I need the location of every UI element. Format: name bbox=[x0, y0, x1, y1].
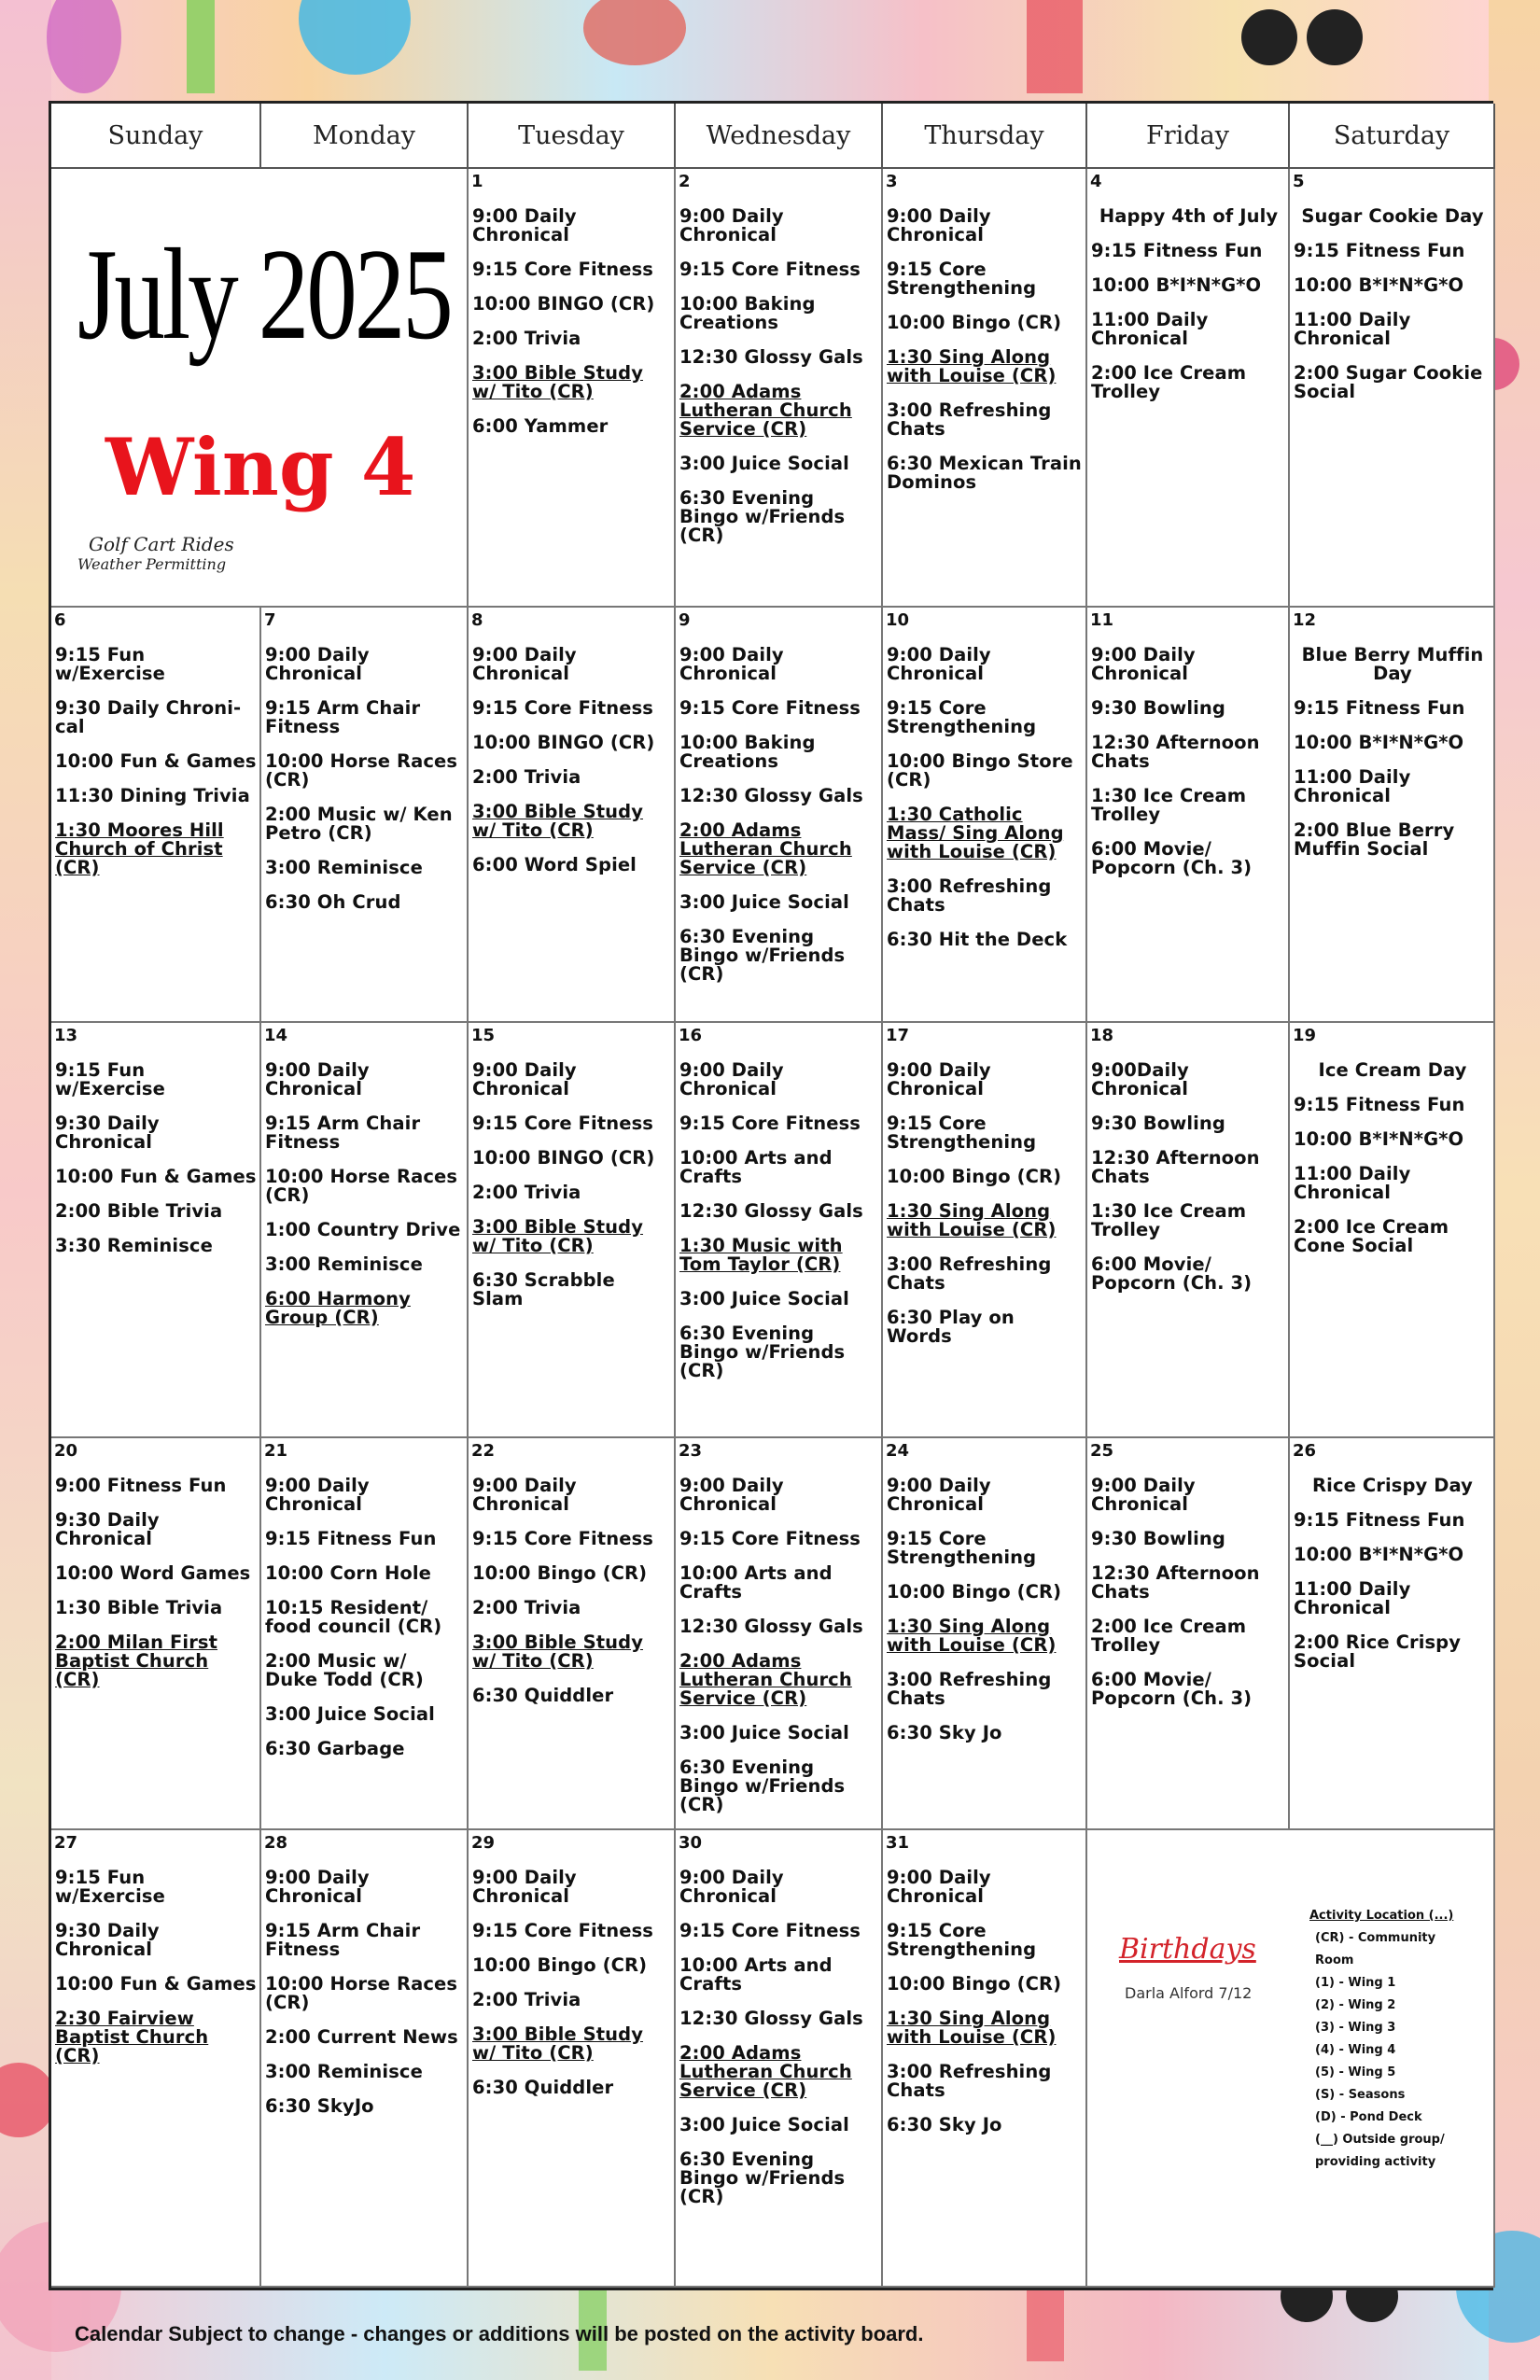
birthday-entry: Darla Alford 7/12 bbox=[1125, 1984, 1253, 2002]
event-item: 9:15 Fitness Fun bbox=[1294, 1094, 1465, 1115]
event-item: 3:00 Juice Social bbox=[679, 2114, 849, 2135]
event-item: 6:30 Evening Bingo w/Friends (CR) bbox=[679, 2149, 846, 2207]
event-item: 9:00 Daily Chronical bbox=[679, 1475, 784, 1515]
event-item: 1:30 Sing Along with Louise (CR) bbox=[887, 1200, 1057, 1240]
event-item: 2:00 Bible Trivia bbox=[55, 1200, 223, 1222]
event-item: 9:00 Daily Chronical bbox=[679, 644, 784, 684]
legend-item: (1) - Wing 1 bbox=[1315, 1976, 1396, 1990]
day-cell bbox=[883, 1830, 1087, 2288]
event-item: 10:00 Bingo (CR) bbox=[887, 1973, 1062, 1995]
date-number: 20 bbox=[54, 1441, 78, 1461]
event-item: 10:00 Corn Hole bbox=[265, 1562, 431, 1584]
event-item: 2:00 Trivia bbox=[472, 1597, 581, 1618]
event-item: 3:00 Juice Social bbox=[679, 1722, 849, 1743]
event-item: 3:00 Reminisce bbox=[265, 1253, 423, 1275]
event-item: 2:00 Sugar Cookie Social bbox=[1294, 362, 1483, 402]
event-item: 9:30 Bowling bbox=[1091, 1113, 1225, 1134]
event-item: 10:00 B*I*N*G*O bbox=[1294, 1544, 1464, 1565]
date-number: 7 bbox=[264, 610, 276, 630]
event-item: 9:00Daily Chronical bbox=[1091, 1059, 1189, 1099]
date-number: 2 bbox=[679, 172, 691, 191]
event-item: 6:30 Mexican Train Dominos bbox=[887, 453, 1082, 493]
event-item: 11:00 Daily Chronical bbox=[1294, 766, 1411, 806]
day-cell bbox=[51, 1830, 261, 2288]
date-number: 25 bbox=[1090, 1441, 1114, 1461]
event-item: 9:30 Bowling bbox=[1091, 697, 1225, 719]
event-item: 9:15 Core Fitness bbox=[472, 697, 653, 719]
event-item: 9:15 Core Fitness bbox=[472, 259, 653, 280]
legend-item: (3) - Wing 3 bbox=[1315, 2021, 1396, 2035]
event-item: 6:30 Play on Words bbox=[887, 1307, 1015, 1347]
legend-title: Activity Location (...) bbox=[1309, 1909, 1454, 1923]
legend-item: (S) - Seasons bbox=[1315, 2088, 1406, 2102]
event-item: 9:00 Daily Chronical bbox=[679, 1867, 784, 1907]
month-title-block bbox=[51, 169, 469, 608]
day-cell bbox=[261, 608, 469, 1023]
event-item: 11:00 Daily Chronical bbox=[1294, 1163, 1411, 1203]
event-item: 10:00 Bingo (CR) bbox=[887, 312, 1062, 333]
date-number: 8 bbox=[471, 610, 483, 630]
event-item: 6:30 Oh Crud bbox=[265, 891, 401, 913]
event-item: 6:30 SkyJo bbox=[265, 2095, 374, 2117]
event-item: 1:30 Sing Along with Louise (CR) bbox=[887, 2008, 1057, 2048]
date-number: 12 bbox=[1293, 610, 1317, 630]
event-item: 6:00 Movie/ Popcorn (Ch. 3) bbox=[1091, 838, 1253, 878]
date-number: 28 bbox=[264, 1833, 288, 1853]
event-item: 10:00 B*I*N*G*O bbox=[1091, 274, 1262, 296]
event-item: 1:30 Sing Along with Louise (CR) bbox=[887, 346, 1057, 386]
event-item: 9:15 Core Fitness bbox=[472, 1528, 653, 1549]
event-item: Sugar Cookie Day bbox=[1301, 205, 1484, 227]
event-item: 9:15 Core Fitness bbox=[472, 1113, 653, 1134]
event-item: 2:00 Music w/ Ken Petro (CR) bbox=[265, 804, 453, 844]
event-item: 6:30 Evening Bingo w/Friends (CR) bbox=[679, 926, 846, 985]
day-header-tuesday: Tuesday bbox=[469, 104, 676, 169]
event-item: 9:00 Daily Chronical bbox=[887, 1475, 991, 1515]
day-cell bbox=[469, 1830, 676, 2288]
event-item: 3:00 Juice Social bbox=[679, 1288, 849, 1309]
event-item: Rice Crispy Day bbox=[1312, 1475, 1473, 1496]
event-item: 6:30 Hit the Deck bbox=[887, 929, 1068, 950]
event-item: 3:00 Reminisce bbox=[265, 857, 423, 878]
date-number: 4 bbox=[1090, 172, 1102, 191]
event-item: 2:00 Adams Lutheran Church Service (CR) bbox=[679, 1650, 852, 1709]
event-item: 9:15 Core Fitness bbox=[679, 697, 861, 719]
event-item: 3:00 Bible Study w/ Tito (CR) bbox=[472, 2023, 644, 2064]
event-item: 9:15 Core Strengthening bbox=[887, 259, 1037, 299]
date-number: 19 bbox=[1293, 1026, 1317, 1045]
date-number: 16 bbox=[679, 1026, 703, 1045]
event-item: 9:00 Daily Chronical bbox=[1091, 1475, 1196, 1515]
event-item: 6:00 Movie/ Popcorn (Ch. 3) bbox=[1091, 1253, 1253, 1294]
event-item: 9:15 Arm Chair Fitness bbox=[265, 697, 421, 737]
day-cell bbox=[1290, 169, 1495, 608]
event-item: 12:30 Glossy Gals bbox=[679, 1200, 863, 1222]
event-item: 9:15 Fitness Fun bbox=[1294, 1509, 1465, 1531]
event-item: 11:30 Dining Trivia bbox=[55, 785, 250, 806]
day-cell bbox=[469, 608, 676, 1023]
day-cell bbox=[51, 1438, 261, 1830]
day-cell bbox=[51, 608, 261, 1023]
event-item: 6:30 Sky Jo bbox=[887, 2114, 1002, 2135]
event-item: 9:00 Daily Chronical bbox=[679, 1059, 784, 1099]
wing-title: Wing 4 bbox=[105, 421, 416, 513]
day-header-thursday: Thursday bbox=[883, 104, 1087, 169]
day-cell bbox=[1087, 1438, 1290, 1830]
event-item: 9:15 Arm Chair Fitness bbox=[265, 1113, 421, 1153]
day-cell bbox=[1087, 608, 1290, 1023]
event-item: 12:30 Glossy Gals bbox=[679, 2008, 863, 2029]
event-item: 2:00 Ice Cream Trolley bbox=[1091, 1616, 1247, 1656]
event-item: 10:00 Bingo (CR) bbox=[472, 1562, 648, 1584]
event-item: 10:00 Fun & Games bbox=[55, 750, 257, 772]
event-item: 9:15 Core Fitness bbox=[472, 1920, 653, 1941]
event-item: 3:00 Bible Study w/ Tito (CR) bbox=[472, 362, 644, 402]
event-item: 3:00 Juice Social bbox=[679, 891, 849, 913]
event-item: 1:30 Music with Tom Taylor (CR) bbox=[679, 1235, 843, 1275]
day-header-wednesday: Wednesday bbox=[676, 104, 883, 169]
event-item: 9:15 Core Fitness bbox=[679, 259, 861, 280]
event-item: 3:00 Refreshing Chats bbox=[887, 1669, 1052, 1709]
day-cell bbox=[469, 169, 676, 608]
event-item: 6:30 Quiddler bbox=[472, 2077, 614, 2098]
calendar-grid bbox=[49, 101, 1493, 2290]
event-item: 9:00 Daily Chronical bbox=[265, 1867, 370, 1907]
legend-item: (4) - Wing 4 bbox=[1315, 2043, 1396, 2057]
event-item: 12:30 Glossy Gals bbox=[679, 1616, 863, 1637]
event-item: 10:00 Arts and Crafts bbox=[679, 1147, 833, 1187]
date-number: 13 bbox=[54, 1026, 78, 1045]
event-item: 12:30 Afternoon Chats bbox=[1091, 732, 1260, 772]
day-cell bbox=[1290, 1438, 1495, 1830]
event-item: 3:00 Reminisce bbox=[265, 2061, 423, 2082]
event-item: 9:00 Daily Chronical bbox=[265, 644, 370, 684]
day-cell bbox=[261, 1830, 469, 2288]
event-item: 9:30 Bowling bbox=[1091, 1528, 1225, 1549]
event-item: 9:15 Fitness Fun bbox=[1091, 240, 1263, 261]
event-item: 6:30 Evening Bingo w/Friends (CR) bbox=[679, 1323, 846, 1381]
event-item: 9:00 Fitness Fun bbox=[55, 1475, 227, 1496]
event-item: 9:15 Core Strengthening bbox=[887, 697, 1037, 737]
event-item: 2:00 Music w/ Duke Todd (CR) bbox=[265, 1650, 424, 1690]
event-item: 9:00 Daily Chronical bbox=[887, 644, 991, 684]
date-number: 29 bbox=[471, 1833, 496, 1853]
event-item: 10:00 Word Games bbox=[55, 1562, 251, 1584]
day-header-monday: Monday bbox=[261, 104, 469, 169]
event-item: 3:30 Reminisce bbox=[55, 1235, 213, 1256]
event-item: 9:00 Daily Chronical bbox=[472, 1475, 577, 1515]
date-number: 14 bbox=[264, 1026, 288, 1045]
event-item: 1:30 Catholic Mass/ Sing Along with Louise (CR) bbox=[887, 804, 1064, 862]
day-header-friday: Friday bbox=[1087, 104, 1290, 169]
date-number: 24 bbox=[886, 1441, 910, 1461]
event-item: 2:00 Ice Cream Cone Social bbox=[1294, 1216, 1449, 1256]
event-item: 2:00 Milan First Baptist Church (CR) bbox=[55, 1631, 218, 1690]
event-item: 9:00 Daily Chronical bbox=[265, 1059, 370, 1099]
event-item: 9:15 Core Strengthening bbox=[887, 1920, 1037, 1960]
event-item: 2:00 Trivia bbox=[472, 1989, 581, 2010]
event-item: 11:00 Daily Chronical bbox=[1294, 309, 1411, 349]
event-item: 9:15 Arm Chair Fitness bbox=[265, 1920, 421, 1960]
day-cell bbox=[883, 1023, 1087, 1438]
legend-item: providing activity bbox=[1315, 2155, 1436, 2169]
legend-item: (2) - Wing 2 bbox=[1315, 1998, 1396, 2012]
day-cell bbox=[469, 1023, 676, 1438]
legend-item: (__) Outside group/ bbox=[1315, 2133, 1445, 2147]
event-item: 9:00 Daily Chronical bbox=[887, 1059, 991, 1099]
day-cell bbox=[1290, 608, 1495, 1023]
event-item: 2:00 Trivia bbox=[472, 1182, 581, 1203]
day-cell bbox=[676, 1438, 883, 1830]
event-item: 11:00 Daily Chronical bbox=[1091, 309, 1209, 349]
legend-item: (CR) - Community bbox=[1315, 1931, 1436, 1945]
day-cell bbox=[261, 1438, 469, 1830]
event-item: 2:30 Fairview Baptist Church (CR) bbox=[55, 2008, 209, 2066]
date-number: 26 bbox=[1293, 1441, 1317, 1461]
event-item: 1:30 Moores Hill Church of Christ (CR) bbox=[55, 819, 224, 878]
event-item: 10:00 Arts and Crafts bbox=[679, 1562, 833, 1603]
event-item: 10:00 Bingo (CR) bbox=[887, 1166, 1062, 1187]
day-cell bbox=[676, 169, 883, 608]
event-item: 2:00 Trivia bbox=[472, 766, 581, 788]
event-item: 2:00 Trivia bbox=[472, 328, 581, 349]
event-item: 10:00 Baking Creations bbox=[679, 293, 816, 333]
date-number: 3 bbox=[886, 172, 898, 191]
birthdays-title: Birthdays bbox=[1119, 1933, 1256, 1966]
event-item: 9:15 Core Fitness bbox=[679, 1528, 861, 1549]
date-number: 9 bbox=[679, 610, 691, 630]
event-item: 1:00 Country Drive bbox=[265, 1219, 461, 1240]
date-number: 5 bbox=[1293, 172, 1305, 191]
event-item: Ice Cream Day bbox=[1318, 1059, 1467, 1081]
event-item: 10:00 Horse Races (CR) bbox=[265, 1973, 458, 2013]
event-item: 9:00 Daily Chronical bbox=[679, 205, 784, 245]
event-item: 3:00 Refreshing Chats bbox=[887, 1253, 1052, 1294]
event-item: 10:00 B*I*N*G*O bbox=[1294, 732, 1464, 753]
date-number: 23 bbox=[679, 1441, 703, 1461]
date-number: 15 bbox=[471, 1026, 496, 1045]
event-item: 10:00 Bingo (CR) bbox=[887, 1581, 1062, 1603]
event-item: 10:00 Horse Races (CR) bbox=[265, 1166, 458, 1206]
event-item: 6:30 Quiddler bbox=[472, 1685, 614, 1706]
month-title: July 2025 bbox=[77, 222, 451, 367]
day-cell bbox=[51, 1023, 261, 1438]
event-item: 10:00 BINGO (CR) bbox=[472, 732, 655, 753]
event-item: 10:00 Arts and Crafts bbox=[679, 1954, 833, 1995]
day-cell bbox=[676, 1830, 883, 2288]
date-number: 6 bbox=[54, 610, 66, 630]
day-cell bbox=[883, 169, 1087, 608]
weather-note: Weather Permitting bbox=[77, 555, 227, 573]
event-item: 3:00 Juice Social bbox=[679, 453, 849, 474]
day-cell bbox=[1087, 1023, 1290, 1438]
event-item: 9:15 Core Fitness bbox=[679, 1920, 861, 1941]
event-item: 10:15 Resident/ food council (CR) bbox=[265, 1597, 442, 1637]
event-item: 2:00 Rice Crispy Social bbox=[1294, 1631, 1462, 1672]
date-number: 21 bbox=[264, 1441, 288, 1461]
legend-item: (D) - Pond Deck bbox=[1315, 2110, 1422, 2124]
day-cell bbox=[469, 1438, 676, 1830]
event-item: 9:30 Daily Chronical bbox=[55, 1113, 160, 1153]
event-item: 1:30 Sing Along with Louise (CR) bbox=[887, 1616, 1057, 1656]
event-item: 12:30 Afternoon Chats bbox=[1091, 1562, 1260, 1603]
event-item: 11:00 Daily Chronical bbox=[1294, 1578, 1411, 1618]
event-item: 3:00 Bible Study w/ Tito (CR) bbox=[472, 1216, 644, 1256]
day-cell bbox=[676, 1023, 883, 1438]
day-cell bbox=[883, 1438, 1087, 1830]
event-item: Blue Berry Muffin Day bbox=[1301, 644, 1484, 684]
date-number: 27 bbox=[54, 1833, 78, 1853]
date-number: 17 bbox=[886, 1026, 910, 1045]
event-item: 3:00 Bible Study w/ Tito (CR) bbox=[472, 801, 644, 841]
event-item: 3:00 Juice Social bbox=[265, 1703, 435, 1725]
event-item: 6:00 Harmony Group (CR) bbox=[265, 1288, 411, 1328]
event-item: 6:00 Yammer bbox=[472, 415, 609, 437]
event-item: 6:00 Movie/ Popcorn (Ch. 3) bbox=[1091, 1669, 1253, 1709]
event-item: 3:00 Refreshing Chats bbox=[887, 2061, 1052, 2101]
event-item: 9:00 Daily Chronical bbox=[472, 1059, 577, 1099]
day-cell bbox=[676, 608, 883, 1023]
date-number: 11 bbox=[1090, 610, 1114, 630]
day-header-sunday: Sunday bbox=[51, 104, 261, 169]
event-item: 9:15 Fitness Fun bbox=[265, 1528, 437, 1549]
event-item: 10:00 Baking Creations bbox=[679, 732, 816, 772]
event-item: 1:30 Bible Trivia bbox=[55, 1597, 223, 1618]
event-item: 10:00 Bingo (CR) bbox=[472, 1954, 648, 1976]
event-item: 10:00 B*I*N*G*O bbox=[1294, 1128, 1464, 1150]
event-item: 9:15 Fitness Fun bbox=[1294, 240, 1465, 261]
event-item: 10:00 BINGO (CR) bbox=[472, 1147, 655, 1169]
date-number: 30 bbox=[679, 1833, 703, 1853]
event-item: 9:00 Daily Chronical bbox=[472, 205, 577, 245]
legend-item: (5) - Wing 5 bbox=[1315, 2065, 1396, 2079]
event-item: 6:30 Scrabble Slam bbox=[472, 1269, 615, 1309]
event-item: 10:00 Fun & Games bbox=[55, 1166, 257, 1187]
event-item: 9:00 Daily Chronical bbox=[265, 1475, 370, 1515]
event-item: 12:30 Afternoon Chats bbox=[1091, 1147, 1260, 1187]
event-item: 9:30 Daily Chroni-cal bbox=[55, 697, 242, 737]
event-item: 9:00 Daily Chronical bbox=[472, 644, 577, 684]
event-item: 10:00 Fun & Games bbox=[55, 1973, 257, 1995]
event-item: 1:30 Ice Cream Trolley bbox=[1091, 785, 1247, 825]
event-item: 9:30 Daily Chronical bbox=[55, 1509, 160, 1549]
golf-cart-note: Golf Cart Rides bbox=[89, 533, 234, 555]
event-item: 9:15 Fitness Fun bbox=[1294, 697, 1465, 719]
event-item: 10:00 Bingo Store (CR) bbox=[887, 750, 1073, 791]
event-item: 3:00 Refreshing Chats bbox=[887, 875, 1052, 916]
date-number: 1 bbox=[471, 172, 483, 191]
event-item: 2:00 Current News bbox=[265, 2026, 458, 2048]
event-item: 6:30 Sky Jo bbox=[887, 1722, 1002, 1743]
event-item: 9:15 Core Strengthening bbox=[887, 1528, 1037, 1568]
event-item: 1:30 Ice Cream Trolley bbox=[1091, 1200, 1247, 1240]
day-cell bbox=[883, 608, 1087, 1023]
event-item: 9:00 Daily Chronical bbox=[472, 1867, 577, 1907]
event-item: 3:00 Bible Study w/ Tito (CR) bbox=[472, 1631, 644, 1672]
event-item: 6:00 Word Spiel bbox=[472, 854, 637, 875]
event-item: 9:15 Core Fitness bbox=[679, 1113, 861, 1134]
event-item: 2:00 Ice Cream Trolley bbox=[1091, 362, 1247, 402]
event-item: 9:15 Fun w/Exercise bbox=[55, 644, 165, 684]
footer-note: Calendar Subject to change - changes or additions will be posted on the activity board. bbox=[75, 2322, 924, 2345]
event-item: Happy 4th of July bbox=[1099, 205, 1279, 227]
day-cell bbox=[1087, 169, 1290, 608]
event-item: 9:00 Daily Chronical bbox=[887, 1867, 991, 1907]
event-item: 12:30 Glossy Gals bbox=[679, 346, 863, 368]
event-item: 6:30 Garbage bbox=[265, 1738, 405, 1759]
event-item: 6:30 Evening Bingo w/Friends (CR) bbox=[679, 1757, 846, 1815]
day-cell bbox=[261, 1023, 469, 1438]
activity-location-legend bbox=[1302, 1905, 1489, 2174]
event-item: 9:15 Core Strengthening bbox=[887, 1113, 1037, 1153]
date-number: 22 bbox=[471, 1441, 496, 1461]
event-item: 2:00 Adams Lutheran Church Service (CR) bbox=[679, 2042, 852, 2101]
event-item: 9:15 Fun w/Exercise bbox=[55, 1059, 165, 1099]
event-item: 2:00 Blue Berry Muffin Social bbox=[1294, 819, 1455, 860]
event-item: 12:30 Glossy Gals bbox=[679, 785, 863, 806]
event-item: 9:00 Daily Chronical bbox=[1091, 644, 1196, 684]
date-number: 18 bbox=[1090, 1026, 1114, 1045]
day-header-saturday: Saturday bbox=[1290, 104, 1495, 169]
event-item: 10:00 BINGO (CR) bbox=[472, 293, 655, 315]
event-item: 9:00 Daily Chronical bbox=[887, 205, 991, 245]
birthdays-legend-block bbox=[1087, 1830, 1495, 2288]
event-item: 9:15 Fun w/Exercise bbox=[55, 1867, 165, 1907]
legend-item: Room bbox=[1315, 1953, 1354, 1967]
event-item: 10:00 Horse Races (CR) bbox=[265, 750, 458, 791]
date-number: 10 bbox=[886, 610, 910, 630]
event-item: 3:00 Refreshing Chats bbox=[887, 399, 1052, 440]
event-item: 2:00 Adams Lutheran Church Service (CR) bbox=[679, 819, 852, 878]
day-cell bbox=[1290, 1023, 1495, 1438]
event-item: 10:00 B*I*N*G*O bbox=[1294, 274, 1464, 296]
event-item: 6:30 Evening Bingo w/Friends (CR) bbox=[679, 487, 846, 546]
event-item: 2:00 Adams Lutheran Church Service (CR) bbox=[679, 381, 852, 440]
date-number: 31 bbox=[886, 1833, 910, 1853]
event-item: 9:30 Daily Chronical bbox=[55, 1920, 160, 1960]
